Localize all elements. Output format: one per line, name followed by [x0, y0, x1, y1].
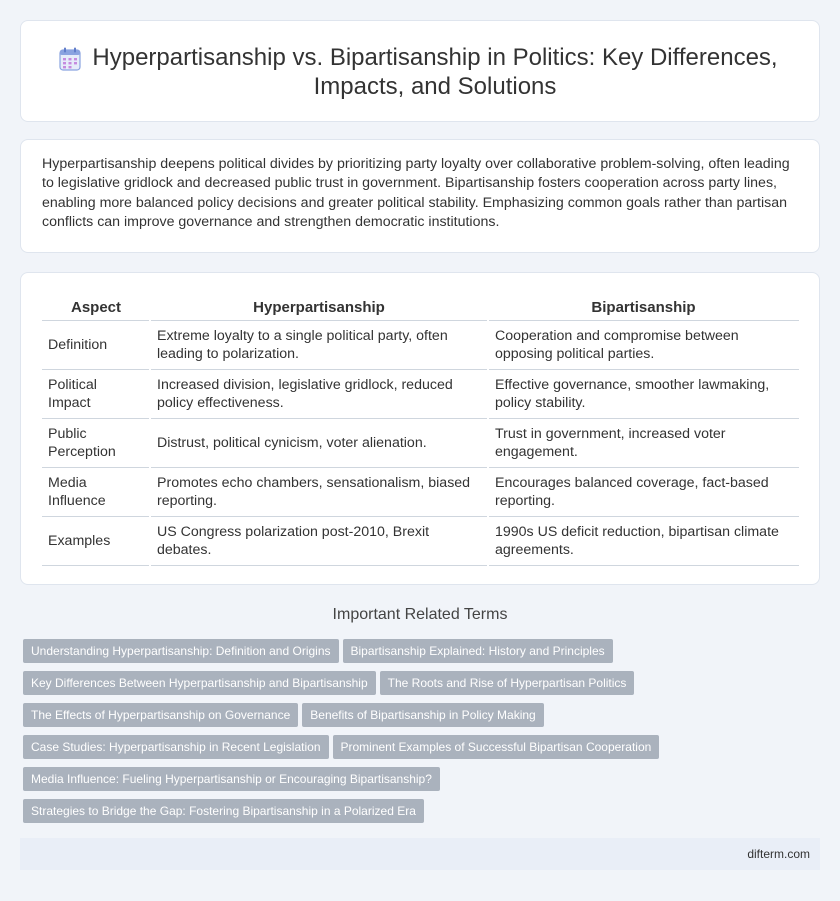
related-term-tag[interactable]: Case Studies: Hyperpartisanship in Recent Legislation [23, 735, 329, 759]
table-row [42, 370, 799, 419]
related-term-tag[interactable]: Understanding Hyperpartisanship: Definition and Origins [23, 639, 339, 663]
table-row [42, 321, 799, 370]
related-term-tag[interactable]: Bipartisanship Explained: History and Principles [343, 639, 613, 663]
table-cell: Distrust, political cynicism, voter alienation. [150, 419, 488, 468]
table-cell: 1990s US deficit reduction, bipartisan climate agreements. [488, 517, 799, 566]
comparison-card [20, 272, 820, 585]
related-term-tag[interactable]: The Effects of Hyperpartisanship on Governance [23, 703, 298, 727]
table-row [42, 468, 799, 517]
calendar-grid-icon [59, 47, 81, 71]
related-term-tag[interactable]: Benefits of Bipartisanship in Policy Making [302, 703, 543, 727]
table-cell: Cooperation and compromise between opposing political parties. [488, 321, 799, 370]
related-terms-heading: Important Related Terms [332, 606, 508, 623]
table-cell: Effective governance, smoother lawmaking, policy stability. [488, 370, 799, 419]
table-cell-aspect: Public Perception [42, 419, 150, 468]
comparison-table [42, 294, 799, 566]
intro-card [20, 139, 820, 253]
related-term-tag[interactable]: Prominent Examples of Successful Bipartisan Cooperation [333, 735, 660, 759]
footer-site-link[interactable]: difterm.com [747, 847, 810, 861]
related-term-tag[interactable]: Key Differences Between Hyperpartisanship and Bipartisanship [23, 671, 376, 695]
table-cell: US Congress polarization post-2010, Brexit debates. [150, 517, 488, 566]
related-term-tag[interactable]: Media Influence: Fueling Hyperpartisanship or Encouraging Bipartisanship? [23, 767, 440, 791]
related-term-tag[interactable]: Strategies to Bridge the Gap: Fostering Bipartisanship in a Polarized Era [23, 799, 424, 823]
table-cell: Increased division, legislative gridlock, reduced policy effectiveness. [150, 370, 488, 419]
table-row [42, 517, 799, 566]
related-terms-list [23, 639, 813, 831]
table-cell-aspect: Examples [42, 517, 150, 566]
page-title: Hyperpartisanship vs. Bipartisanship in Politics: Key Differences, Impacts, and Solutions [92, 44, 778, 100]
footer [20, 838, 820, 870]
column-header-hyperpartisanship: Hyperpartisanship [150, 294, 488, 321]
table-row [42, 419, 799, 468]
header-card [20, 20, 820, 122]
table-cell-aspect: Political Impact [42, 370, 150, 419]
table-header-row [42, 294, 799, 321]
table-cell: Promotes echo chambers, sensationalism, biased reporting. [150, 468, 488, 517]
table-cell: Encourages balanced coverage, fact-based reporting. [488, 468, 799, 517]
table-cell-aspect: Definition [42, 321, 150, 370]
intro-paragraph: Hyperpartisanship deepens political divides by prioritizing party loyalty over collaborative problem-solving, often leading to legislative gridlock and decreased public trust in government. Bipartisanship fosters cooperation across party lines, enabling more balanced policy decisions and greater political stability. Emphasizing common goals rather than partisan conflicts can improve governance and strengthen democratic institutions. [42, 156, 790, 231]
column-header-aspect: Aspect [42, 294, 150, 321]
column-header-bipartisanship: Bipartisanship [488, 294, 799, 321]
table-cell-aspect: Media Influence [42, 468, 150, 517]
table-cell: Trust in government, increased voter engagement. [488, 419, 799, 468]
table-cell: Extreme loyalty to a single political party, often leading to polarization. [150, 321, 488, 370]
related-term-tag[interactable]: The Roots and Rise of Hyperpartisan Politics [380, 671, 635, 695]
